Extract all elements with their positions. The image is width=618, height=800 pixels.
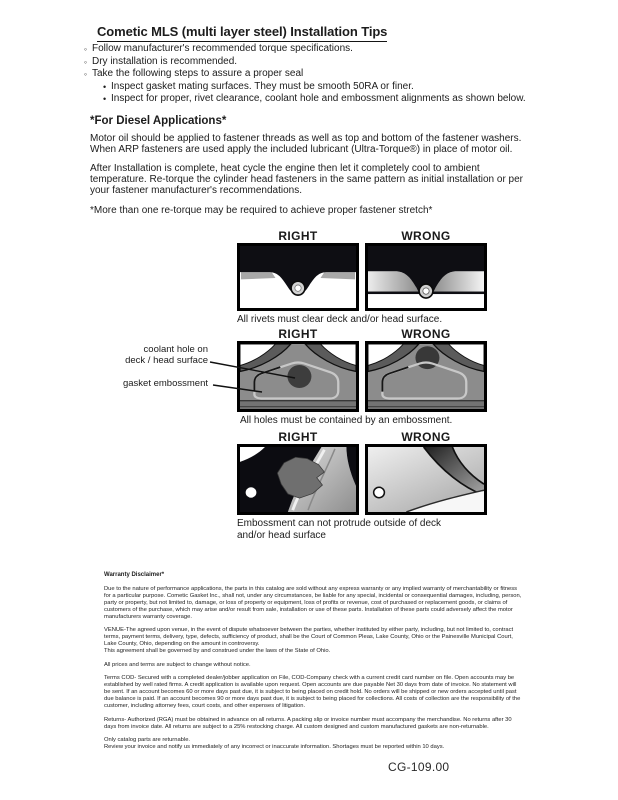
legal-section [104,572,522,751]
list-item [84,43,584,56]
right-label: RIGHT [278,229,318,243]
coolant-hole-label: coolant hole on deck / head surface [125,344,208,366]
legal-paragraph: Returns- Authorized (RGA) must be obtained in advance on all returns. A packing slip or invoice number must accompany the merchandise. No returns after 30 days from invoice date. All returns are subject to a 25% restocking charge. All custom designed and custom manufactured gaskets are non-returnable. [104,716,512,730]
legal-paragraph: All prices and terms are subject to change without notice. [104,661,251,668]
filled-bullet-icon: • [103,81,107,92]
holes-caption: All holes must be contained by an embossment. [240,415,453,426]
diesel-paragraph: Motor oil should be applied to fastener threads as well as top and bottom of the fastener washers. When ARP fasteners are used apply the included lubricant (Ultra-Torque®) in place of motor oil. [90,132,522,155]
rivet-wrong-drawing [368,246,484,308]
legal-paragraph: Terms COD- Secured with a completed dealer/jobber application on File, COD-Company check with a current credit card number on file. Open accounts may be established by well rated firms. A credit application is available upon request. Open accounts are due payable Net 30 days from date of invoice. No statement will be sent. If an account becomes 60 or more days past due, it is subject to being placed on credit hold. No orders will be shipped or new orders accepted until past due balance is paid. If an account becomes 90 or more days past due, it is subject to being placed for collections. All costs of collection are the responsibility of the customer, including attorney fees, court costs, and other expenses of litigation. [104,675,521,709]
list-item [103,93,584,106]
embossment-leader-line [213,385,262,392]
rivet-caption: All rivets must clear deck and/or head surface. [237,314,443,325]
page-title: Cometic MLS (multi layer steel) Installation Tips [97,24,387,42]
legal-paragraph: Only catalog parts are returnable. [104,737,191,744]
diesel-note: *More than one re-torque may be required to achieve proper fastener stretch* [90,204,433,216]
right-label: RIGHT [278,327,318,341]
diesel-heading: *For Diesel Applications* [90,115,227,127]
wrong-label: WRONG [401,229,451,243]
legal-paragraph: This agreement shall be governed by and construed under the laws of the State of Ohio. [104,647,331,654]
tip-text: Dry installation is recommended. [92,55,238,67]
tip-text: Take the following steps to assure a proper seal [92,68,304,80]
diagram-protrude-right [237,444,359,515]
tip-text: Inspect gasket mating surfaces. They must be smooth 50RA or finer. [111,80,414,92]
holes-wrong-drawing [368,344,484,409]
legal-paragraph: VENUE-The agreed upon venue, in the event of dispute whatsoever between the parties, whether instituted by either party, including, but not limited to, contract terms, payment terms, delivery, type, defects, sufficiency of product, shall be the Court of Common Pleas, Lake County, Ohio or the Painesville Municipal Court, Lake County, Ohio, depending on the amount in controversy. [104,627,514,648]
list-item [103,81,584,94]
warranty-disclaimer-heading: Warranty Disclaimer* [104,572,165,578]
rivet-right-drawing [240,246,356,308]
leader-lines [108,330,308,425]
open-bullet-icon: ◦ [84,44,88,54]
bolt-hole [374,487,385,497]
gasket-embossment-label: gasket embossment [122,378,208,389]
protrude-wrong-drawing [368,447,484,512]
wrong-label: WRONG [401,430,451,444]
list-item [84,56,584,69]
right-label: RIGHT [278,430,318,444]
coolant-leader-line [210,362,295,378]
open-bullet-icon: ◦ [84,69,88,80]
embossment-caption: Embossment can not protrude outside of deck and/or head surface [237,518,442,541]
tip-text: Follow manufacturer's recommended torque specifications. [92,43,353,54]
legal-paragraph: Review your invoice and notify us immediately of any incorrect or inaccurate information. Shortages must be reported within 10 days. [104,744,445,751]
diagram-holes-wrong [365,341,487,412]
diagram-rivet-wrong [365,243,487,311]
tips-list [84,43,584,106]
list-item [84,68,584,81]
protrude-right-drawing [240,447,356,512]
wrong-label: WRONG [401,327,451,341]
diesel-paragraph: After Installation is complete, heat cycle the engine then let it completely cool to ambient temperature. Re-torque the cylinder head fasteners in the same pattern as initial installation or per your fastener manufacturer's recommendations. [90,163,524,196]
diagram-rivet-right [237,243,359,311]
legal-paragraph: Due to the nature of performance applications, the parts in this catalog are sold without any express warranty or any implied warranty of merchantability or fitness for a particular purpose. Cometic Gasket Inc., shall not, under any circumstances, be liable for any special, incidental or consequential damages, including, person, party or property, but not limited to, damage, or loss of property or equipment, loss of profits or revenue, cost of purchased or replacement goods, or claims of customers of the purchase, which may arise and/or result from sale, installation or use of these parts. Installation of these parts could adversely affect the motor manufacturers warranty coverage. [104,585,522,620]
diagram-protrude-wrong [365,444,487,515]
tip-text: Inspect for proper, rivet clearance, coolant hole and embossment alignments as shown below. [111,93,526,105]
page-number: CG-109.00 [388,760,450,774]
open-bullet-icon: ◦ [84,56,88,67]
diesel-section [90,116,530,226]
bolt-hole [246,487,257,497]
filled-bullet-icon: • [103,94,107,105]
